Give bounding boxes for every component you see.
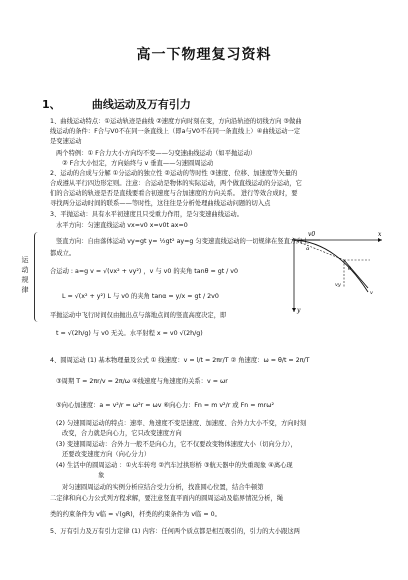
text-line: (3) 变速圆周运动：合外力一般不是向心力，它不仅要改变物体速度大小（切向分力）， (56, 441, 297, 448)
displacement-line (294, 240, 344, 260)
text-line: ② F合大小恒定，方向始终与 v 垂直——匀速圆周运动 (62, 160, 214, 167)
text-line: 两个特例：① F合力大小方向均不变——匀变速曲线运动（如平抛运动） (56, 150, 257, 157)
theta-label: θ (348, 266, 352, 272)
text-line: 二定律和向心力公式列方程求解，要注意竖直平面内的圆周运动及临界情况分析，绳 (50, 495, 283, 502)
text-line: L = √(x² + y²) L 与 v0 的夹角 tanα = y/x = gt / 2v0 (62, 293, 219, 300)
y-axis-arrow (292, 308, 296, 312)
section-heading (42, 96, 191, 112)
text-line: 4、圆周运动 (1) 基本物理量及公式 ① 线速度：v = l/t = 2πr/T ② 角速度：ω = θ/t = 2π/T (50, 357, 310, 364)
text-line: 3、平抛运动：具有水平初速度且只受重力作用，是匀变速曲线运动。 (50, 211, 243, 218)
vy-label: vy (335, 282, 341, 288)
text-line: 竖直方向：自由落体运动 vy=gt y= ½gt² ay=g 匀变速直线运动的一切规律在竖直方向上 (56, 238, 309, 245)
section-title: 曲线运动及万有引力 (91, 98, 191, 111)
text-line: 象 (98, 472, 105, 479)
section-number: 1、 (42, 98, 61, 111)
side-label-char: 动 (21, 266, 29, 274)
v-label: v (370, 290, 373, 296)
x-axis-arrow (378, 238, 382, 242)
text-line: 水平方向：匀速直线运动 vx=v0 x=v0t ax=0 (56, 222, 188, 229)
text-line: (2) 匀速圆周运动的特点：速率、角速度不变是速度、加速度、合外力大小不变，方向时刻 (56, 420, 307, 427)
y-label: y (297, 307, 301, 314)
text-line: 都成立。 (50, 250, 76, 257)
side-brace (34, 232, 41, 322)
text-line: 是变速运动 (50, 138, 82, 145)
text-line: (4) 生活中的圆周运动 ：①火车转弯 ②汽车过拱形桥 ③航天器中的失重现象 ④离心现 (56, 462, 293, 469)
text-line: 类的约束条件为 v临 = √(gR)，杆类的约束条件为 v临 = 0。 (50, 511, 221, 518)
x-label: x (378, 231, 382, 238)
text-line: t = √(2h/g) 与 v0 无关。水平射程 x = v0 √(2h/g) (56, 330, 203, 337)
text-line: 2、运动的合成与分解 ①分运动的独立性 ②运动的等时性 ③速度、位移、加速度等矢量的 (50, 170, 298, 177)
text-line: 寻找两分运动时间的联系——等时性，这往往是分析处理曲线运动问题的切入点 (50, 200, 271, 207)
text-line: ⑤向心加速度：a = v²/r = ω²r = ωv ⑥向心力：Fn = m v²/r 或 Fn = mrω² (56, 402, 275, 409)
side-label (20, 255, 30, 295)
text-line: ③周期 T = 2πr/v = 2π/ω ④线速度与角速度的关系：v = ωr (56, 378, 228, 385)
text-line: 线运动的条件：F合与V0不在同一条直线上（即a与V0不在同一条直线上）④曲线运动一定 (50, 128, 301, 135)
alpha-label: α (306, 246, 310, 252)
velocity-vector (344, 260, 368, 288)
text-line: 改变，合力就是向心力，它只改变速度方向 (62, 430, 182, 437)
text-line: 还要改变速度方向（向心分力） (62, 451, 151, 458)
text-line: 合成遵从平行四边形定则。注意：合运动是物体的实际运动，两个做直线运动的分运动，它 (50, 180, 302, 187)
text-line: 合运动 : a=g v = √(vx² + vy²) ，v 与 v0 的夹角 tanθ = gt / v0 (50, 268, 239, 275)
v0-label: v0 (308, 231, 316, 238)
text-line: 们的合运动的轨迹是否是直线要看合初速度与合加速度的方向关系。 进行等效合成时，要 (50, 190, 298, 197)
text-line: 对匀速圆周运动的实例分析应结合受力分析，找准圆心位置，结合牛顿第 (62, 484, 264, 491)
text-line: 5、万有引力及万有引力定律 (1) 内容：任何两个质点都是相互吸引的，引力的大小跟这两 (50, 528, 300, 535)
side-label-char: 运 (21, 256, 29, 264)
page-title: 高一下物理复习资料 (136, 47, 272, 63)
projectile-diagram (286, 226, 386, 316)
side-label-char: 律 (21, 286, 29, 294)
side-label-char: 规 (21, 276, 29, 284)
text-line: 平抛运动中飞行时间仅由抛出点与落地点间的竖直高度决定，即 (50, 312, 227, 319)
text-line: 1、曲线运动特点：①运动轨迹是曲线 ②速度方向时刻在变，方向沿轨迹的切线方向 ③做曲 (50, 118, 302, 125)
